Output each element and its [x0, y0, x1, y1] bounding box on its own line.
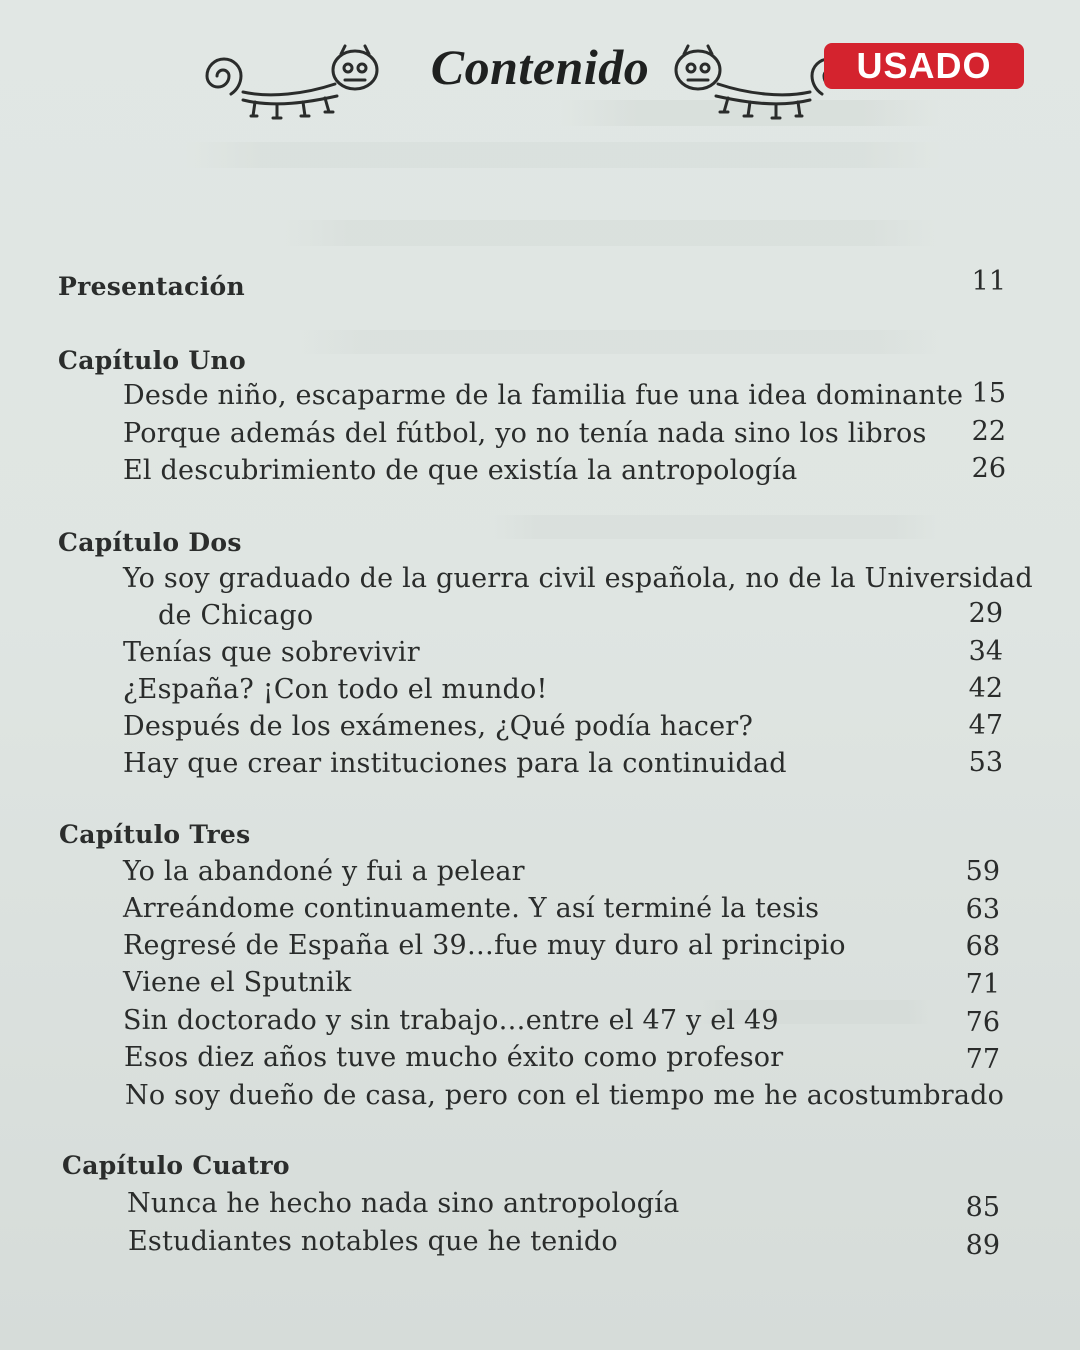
page-number: 59: [965, 856, 1000, 887]
toc-entry: Estudiantes notables que he tenido: [128, 1226, 618, 1257]
page-number: 22: [971, 416, 1006, 447]
toc-entry: Nunca he hecho nada sino antropología: [127, 1188, 680, 1219]
toc-entry: Porque además del fútbol, yo no tenía nada sino los libros: [123, 418, 927, 449]
section-heading-capitulo-dos: Capítulo Dos: [58, 528, 242, 557]
page-number: 26: [971, 453, 1006, 484]
toc-entry: Tenías que sobrevivir: [123, 637, 420, 668]
section-heading-capitulo-uno: Capítulo Uno: [58, 346, 246, 375]
section-heading-presentacion: Presentación: [58, 272, 245, 301]
page-number: 42: [968, 673, 1003, 704]
section-heading-capitulo-cuatro: Capítulo Cuatro: [62, 1151, 290, 1180]
show-through-text: [300, 330, 940, 354]
toc-entry: Viene el Sputnik: [123, 967, 352, 998]
toc-entry: Yo la abandoné y fui a pelear: [123, 856, 525, 887]
show-through-text: [185, 142, 940, 168]
section-heading-capitulo-tres: Capítulo Tres: [59, 820, 251, 849]
toc-entry: ¿España? ¡Con todo el mundo!: [123, 674, 548, 705]
page-number: 29: [968, 598, 1003, 629]
toc-entry: No soy dueño de casa, pero con el tiempo me he acostumbrado: [125, 1080, 1005, 1111]
page-number: 76: [965, 1007, 1000, 1038]
page-number: 47: [968, 710, 1003, 741]
page-number: 63: [965, 894, 1000, 925]
toc-entry: Hay que crear instituciones para la continuidad: [123, 748, 787, 779]
page-number: 11: [971, 266, 1006, 297]
used-badge: USADO: [824, 43, 1024, 89]
page-number: 53: [968, 747, 1003, 778]
page-number: 77: [965, 1044, 1000, 1075]
page-number: 68: [965, 931, 1000, 962]
toc-entry: Yo soy graduado de la guerra civil española, no de la Universidad: [123, 563, 1033, 594]
toc-entry: Regresé de España el 39…fue muy duro al principio: [123, 930, 846, 961]
toc-entry: El descubrimiento de que existía la antropología: [123, 455, 798, 486]
toc-entry: Desde niño, escaparme de la familia fue una idea dominante: [123, 380, 964, 411]
toc-entry: Arreándome continuamente. Y así terminé la tesis: [123, 893, 820, 924]
page-number: 15: [971, 378, 1006, 409]
toc-entry: Después de los exámenes, ¿Qué podía hacer?: [123, 711, 754, 742]
toc-entry: Esos diez años tuve mucho éxito como profesor: [124, 1042, 784, 1073]
toc-entry-continuation: de Chicago: [158, 600, 314, 631]
page-number: 71: [965, 969, 1000, 1000]
page-title: Contenido: [430, 39, 650, 95]
show-through-text: [280, 220, 940, 246]
show-through-text: [490, 515, 940, 539]
page-number: 85: [965, 1192, 1000, 1223]
page-number: 34: [968, 636, 1003, 667]
toc-entry: Sin doctorado y sin trabajo…entre el 47 y el 49: [123, 1005, 779, 1036]
page-number: 89: [965, 1230, 1000, 1261]
